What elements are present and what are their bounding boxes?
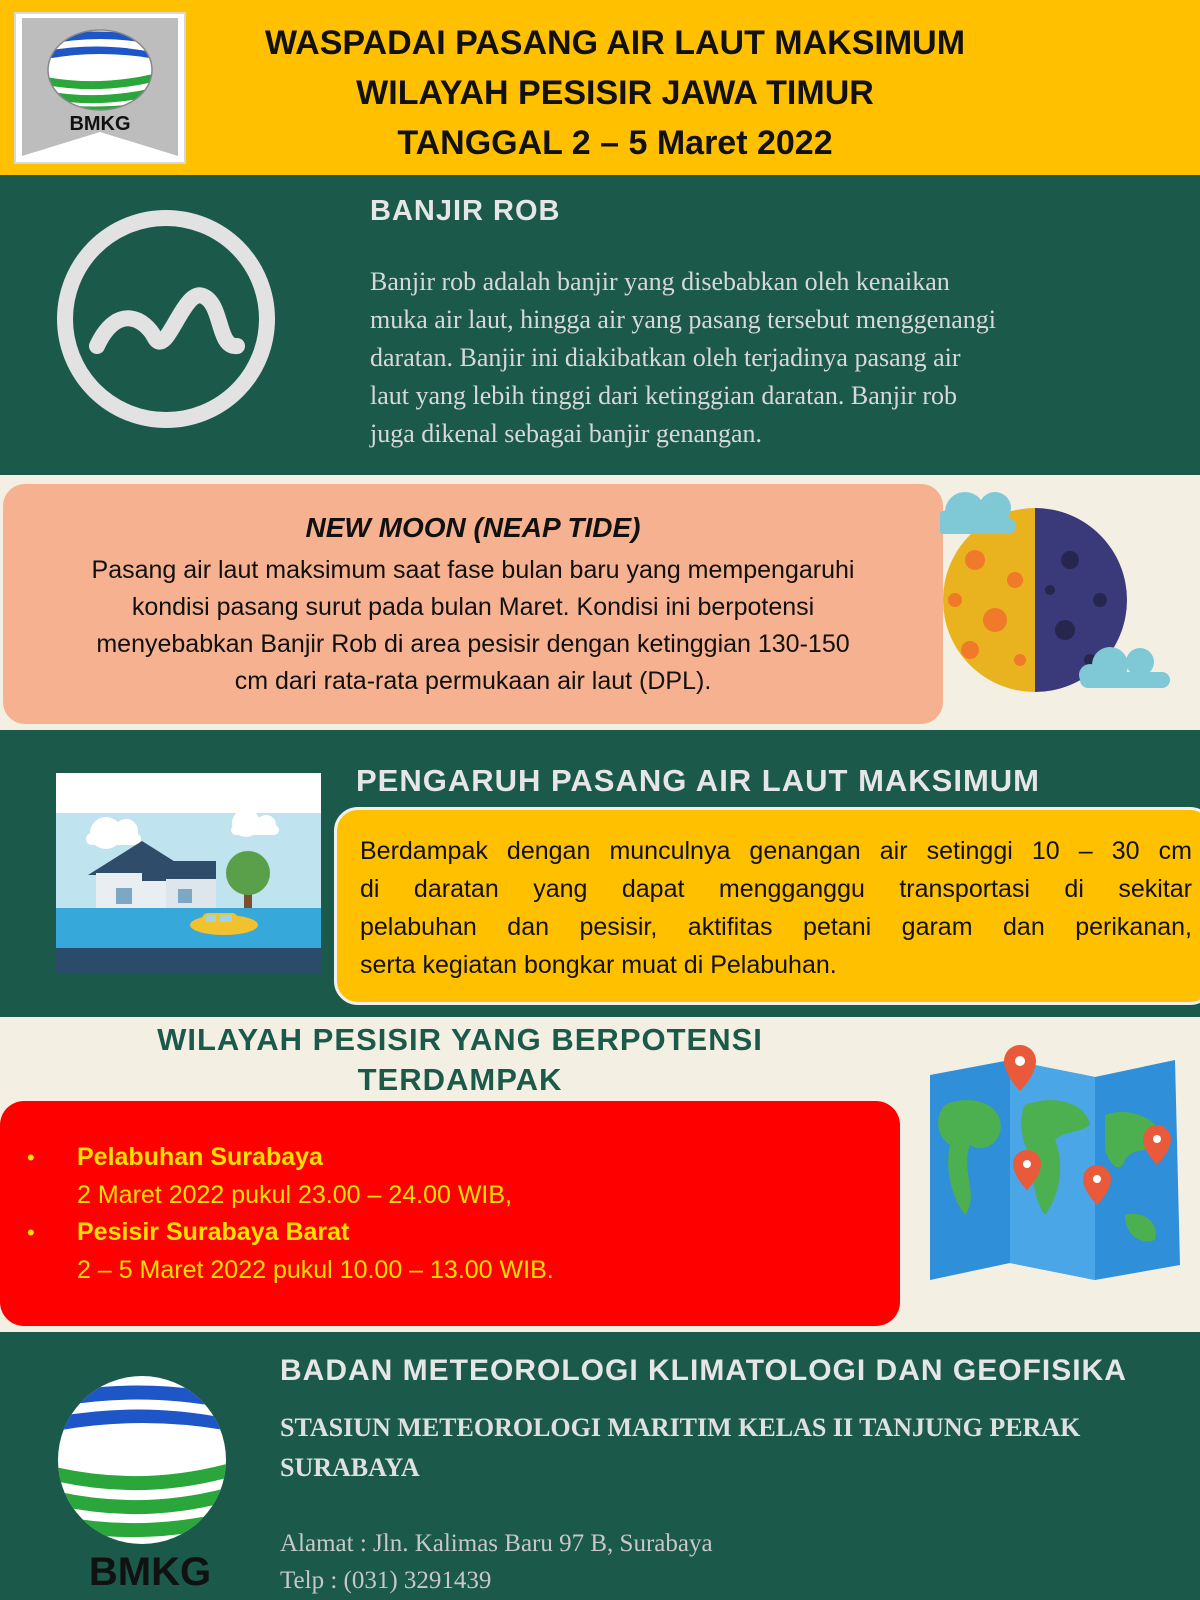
bmkg-logo-large-icon xyxy=(55,1375,230,1545)
footer-phone: Telp : (031) 3291439 xyxy=(280,1567,492,1594)
wilayah-card xyxy=(0,1101,900,1326)
wave-circle-icon xyxy=(55,208,277,430)
title-line: WASPADAI PASANG AIR LAUT MAKSIMUM xyxy=(264,24,966,62)
bullet-icon: • xyxy=(27,1220,35,1245)
flooded-house-icon xyxy=(56,773,321,973)
wilayah-title xyxy=(130,1020,790,1100)
title-line: WILAYAH PESISIR YANG BERPOTENSI xyxy=(157,1022,763,1057)
region-time: 2 – 5 Maret 2022 pukul 10.00 – 13.00 WIB. xyxy=(77,1256,554,1284)
text-line: juga dikenal sebagai banjir genangan. xyxy=(370,419,763,448)
region-name: Pelabuhan Surabaya xyxy=(77,1143,323,1171)
text-line: pelabuhan dan pesisir, aktifitas petani garam dan perikanan, xyxy=(360,913,1192,941)
banjir-rob-text xyxy=(370,263,1170,453)
station-line: STASIUN METEOROLOGI MARITIM KELAS II TANJUNG PERAK xyxy=(280,1413,1081,1442)
title-line: WILAYAH PESISIR JAWA TIMUR xyxy=(356,74,874,112)
page-title xyxy=(190,18,1040,168)
region-time: 2 Maret 2022 pukul 23.00 – 24.00 WIB, xyxy=(77,1181,512,1209)
footer-station xyxy=(280,1408,1180,1488)
text-line: laut yang lebih tinggi dari ketinggian daratan. Banjir rob xyxy=(370,381,958,410)
text-line: daratan. Banjir ini diakibatkan oleh terjadinya pasang air xyxy=(370,343,961,372)
footer-address: Alamat : Jln. Kalimas Baru 97 B, Surabaya xyxy=(280,1530,713,1557)
text-line: Banjir rob adalah banjir yang disebabkan oleh kenaikan xyxy=(370,267,950,296)
text-line: menyebabkan Banjir Rob di area pesisir dengan ketinggian 130-150 xyxy=(96,630,850,658)
pengaruh-text xyxy=(360,832,1192,984)
new-moon-text xyxy=(28,552,918,700)
station-line: SURABAYA xyxy=(280,1453,420,1482)
text-line: cm dari rata-rata permukaan air laut (DPL). xyxy=(234,667,712,695)
bmkg-logo xyxy=(14,12,186,164)
text-line: kondisi pasang surut pada bulan Maret. Kondisi ini berpotensi xyxy=(131,593,815,621)
text-line: Pasang air laut maksimum saat fase bulan baru yang mempengaruhi xyxy=(91,556,855,584)
title-line: TANGGAL 2 – 5 Maret 2022 xyxy=(397,124,833,162)
footer-org: BADAN METEOROLOGI KLIMATOLOGI DAN GEOFISIKA xyxy=(280,1354,1127,1387)
region-name: Pesisir Surabaya Barat xyxy=(77,1218,350,1246)
text-line: Berdampak dengan munculnya genangan air setinggi 10 – 30 cm xyxy=(360,837,1192,865)
pengaruh-title: PENGARUH PASANG AIR LAUT MAKSIMUM xyxy=(356,763,1040,798)
map-pin-icon xyxy=(925,1045,1185,1295)
title-line: TERDAMPAK xyxy=(357,1062,563,1097)
bullet-icon: • xyxy=(27,1145,35,1170)
svg-text:BMKG: BMKG xyxy=(69,113,131,135)
bmkg-logo-icon xyxy=(16,14,184,162)
text-line: serta kegiatan bongkar muat di Pelabuhan. xyxy=(360,951,837,979)
text-line: di daratan yang dapat mengganggu transportasi di sekitar xyxy=(360,875,1192,903)
banjir-rob-title: BANJIR ROB xyxy=(370,195,561,227)
text-line: muka air laut, hingga air yang pasang tersebut menggenangi xyxy=(370,305,996,334)
new-moon-title: NEW MOON (NEAP TIDE) xyxy=(305,512,641,543)
bmkg-logo-text: BMKG xyxy=(88,1550,212,1594)
moon-phase-icon xyxy=(940,490,1190,710)
